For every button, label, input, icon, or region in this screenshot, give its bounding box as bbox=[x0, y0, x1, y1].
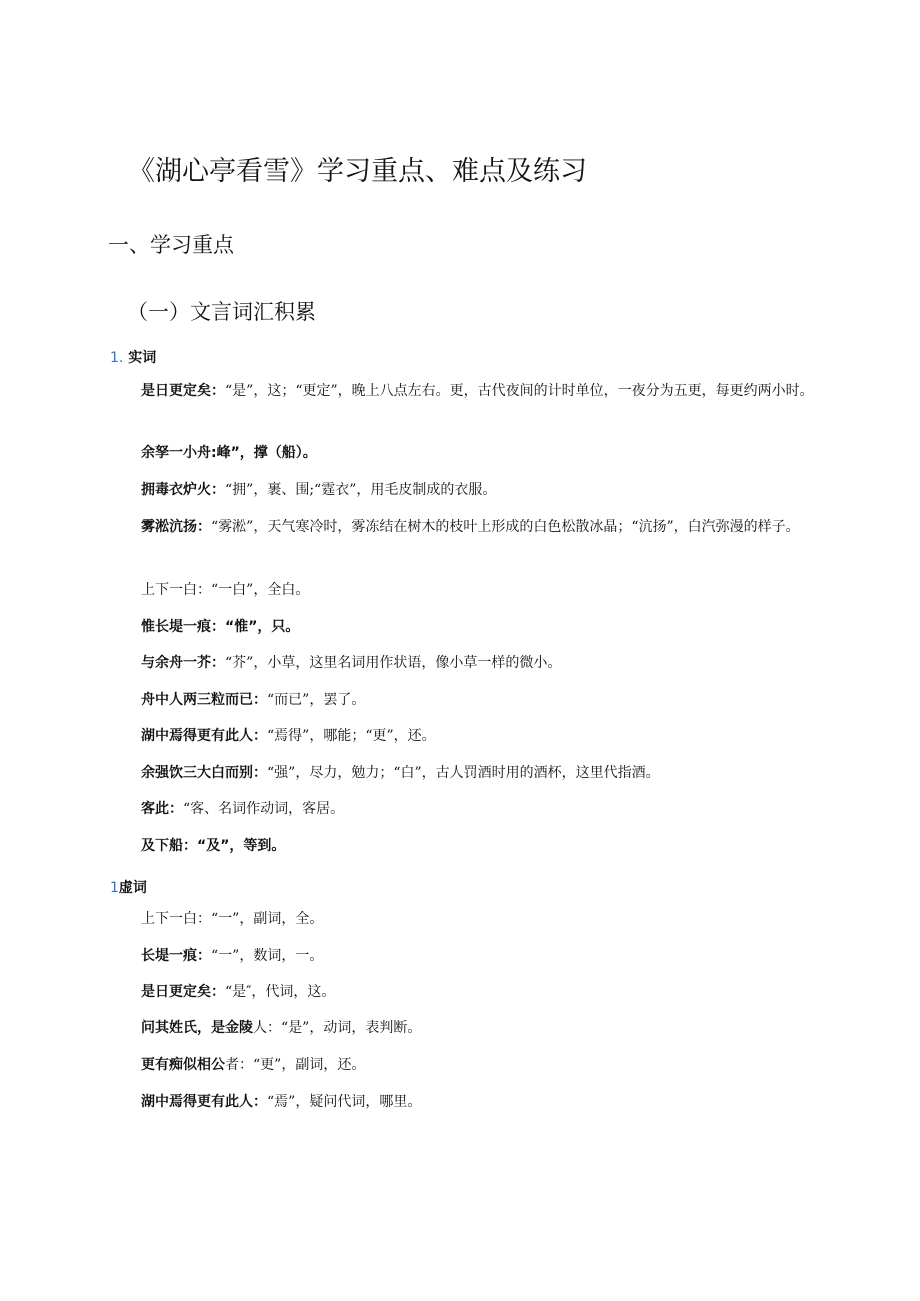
vocab-term: 上下一白： bbox=[141, 582, 211, 598]
vocab-term: 客此： bbox=[141, 801, 183, 817]
vocab-term: 舟中人两三粒而已： bbox=[141, 692, 267, 708]
vocab-definition: “更”，副词，还。 bbox=[253, 1057, 366, 1073]
vocab-definition: “强”，尽力，勉力；“白”，古人罚酒时用的酒杯，这里代指酒。 bbox=[267, 765, 660, 781]
part-number: 1 bbox=[110, 880, 119, 896]
vocab-definition: “一”，副词，全。 bbox=[211, 911, 324, 927]
section-heading-study-focus: 一、学习重点 bbox=[108, 233, 234, 257]
vocab-entry bbox=[141, 723, 837, 749]
vocab-entry bbox=[141, 440, 837, 466]
vocab-definition: 峰”，撑（船）。 bbox=[216, 445, 317, 461]
vocab-term: 问其姓氏，是金陵 bbox=[141, 1020, 253, 1036]
vocab-term: 湖中焉得更有此人： bbox=[141, 728, 267, 744]
vocab-term: 湖中焉得更有此人： bbox=[141, 1094, 267, 1110]
vocab-entry bbox=[141, 1015, 837, 1041]
vocab-entry bbox=[141, 1052, 837, 1078]
part-label: 虚词 bbox=[118, 880, 147, 896]
vocab-term: 余孥一小舟: bbox=[141, 445, 217, 461]
vocab-definition: “雾淞”，天气寒冷时，雾冻结在树木的枝叶上形成的白色松散冰晶；“沆扬”，白汽弥漫的样子。 bbox=[211, 519, 800, 535]
vocab-definition: “客、名词作动词，客居。 bbox=[183, 801, 345, 817]
vocab-entry bbox=[141, 1089, 837, 1115]
vocab-entry bbox=[141, 614, 837, 640]
vocab-term-suffix: 者： bbox=[225, 1057, 253, 1073]
vocab-term: 雾淞沆扬： bbox=[141, 519, 211, 535]
vocab-term: 拥毒衣炉火： bbox=[141, 482, 225, 498]
vocab-entry bbox=[141, 577, 837, 603]
vocab-definition: “一白”，全白。 bbox=[211, 582, 310, 598]
vocab-term: 是日更定矣： bbox=[141, 984, 225, 1000]
vocab-definition: “焉”，疑问代词，哪里。 bbox=[267, 1094, 422, 1110]
vocab-entry bbox=[141, 650, 837, 676]
vocab-term: 惟长堤一痕： bbox=[141, 619, 225, 635]
vocab-definition: “焉得”，哪能；“更”，还。 bbox=[267, 728, 436, 744]
vocab-entry bbox=[141, 979, 837, 1005]
vocab-entry bbox=[141, 687, 837, 713]
vocab-definition: “是″，代词，这。 bbox=[225, 984, 336, 1000]
vocab-definition: “一”，数词，一。 bbox=[211, 948, 324, 964]
part-heading-function-words bbox=[110, 877, 147, 897]
vocab-definition: “而已”，罢了。 bbox=[267, 692, 366, 708]
vocab-term: 与余舟一芥： bbox=[141, 655, 225, 671]
part-label: 实词 bbox=[128, 350, 157, 366]
vocab-term-suffix: 人： bbox=[253, 1020, 281, 1036]
vocab-entry bbox=[141, 796, 837, 822]
vocab-definition: “是”，动词，表判断。 bbox=[281, 1020, 422, 1036]
vocab-entry bbox=[141, 378, 837, 404]
vocab-definition: “惟”，只。 bbox=[225, 619, 300, 635]
vocab-term: 余强饮三大白而别： bbox=[141, 765, 267, 781]
vocab-definition: “拥”，裹、围;“霆衣”，用毛皮制成的衣服。 bbox=[225, 482, 497, 498]
subsection-heading-vocabulary: （一）文言词汇积累 bbox=[127, 300, 316, 324]
vocab-entry bbox=[141, 833, 837, 859]
part-number: 1. bbox=[110, 350, 124, 366]
vocab-term: 是日更定矣： bbox=[141, 383, 225, 399]
part-heading-content-words bbox=[110, 347, 156, 367]
vocab-entry bbox=[141, 514, 837, 540]
vocab-entry bbox=[141, 477, 837, 503]
vocab-definition: “及”，等到。 bbox=[197, 838, 286, 854]
vocab-entry bbox=[141, 943, 837, 969]
vocab-definition: “是”，这；“更定”，晚上八点左右。更，古代夜间的计时单位，一夜分为五更，每更约两小时。 bbox=[225, 383, 814, 399]
vocab-entry bbox=[141, 906, 837, 932]
document-title: 《湖心亭看雪》学习重点、难点及练习 bbox=[128, 156, 587, 187]
vocab-term: 更有痴似相公 bbox=[141, 1057, 225, 1073]
vocab-definition: “芥”，小草，这里名词用作状语，像小草一样的微小。 bbox=[225, 655, 562, 671]
vocab-entry bbox=[141, 760, 837, 786]
vocab-term: 长堤一痕： bbox=[141, 948, 211, 964]
vocab-term: 及下船： bbox=[141, 838, 197, 854]
vocab-term: 上下一白： bbox=[141, 911, 211, 927]
